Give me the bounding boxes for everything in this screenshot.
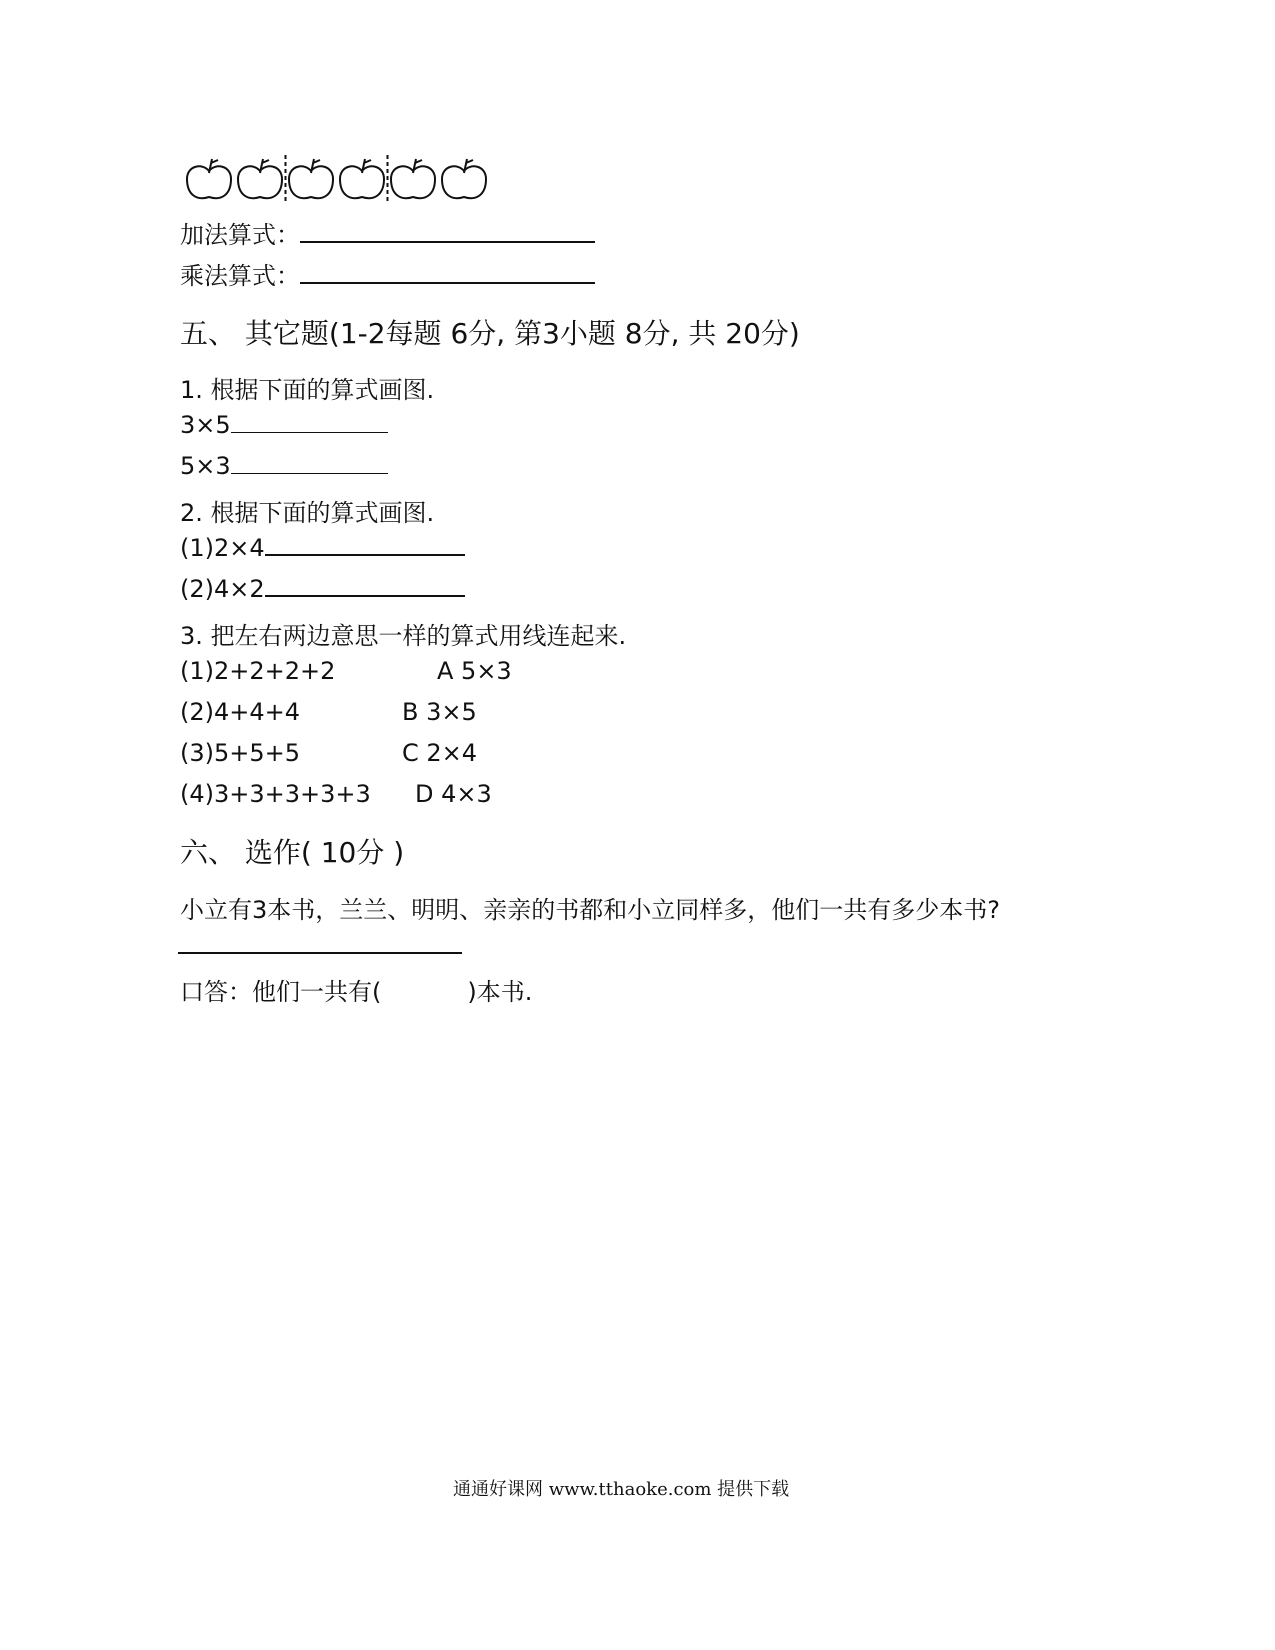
apple-icon <box>340 159 384 198</box>
q1-item-2 <box>180 452 388 480</box>
q1-item-2-formula: 5×3 <box>180 452 231 480</box>
q3-prompt: 3. 把左右两边意思一样的算式用线连起来. <box>180 622 627 650</box>
q1-item-1-blank[interactable] <box>231 432 388 433</box>
apple-icon <box>289 159 333 198</box>
addition-formula-line <box>180 215 595 250</box>
q3-left-2[interactable]: (2)4+4+4 <box>180 698 301 726</box>
q3-left-4[interactable]: (4)3+3+3+3+3 <box>180 780 371 808</box>
multiplication-answer-blank[interactable] <box>300 282 595 284</box>
multiplication-label: 乘法算式： <box>180 262 300 290</box>
q2-prompt: 2. 根据下面的算式画图. <box>180 499 435 527</box>
footer-text: 通通好课网 www.tthaoke.com 提供下载 <box>453 1479 790 1500</box>
apple-icon <box>442 159 486 198</box>
apple-illustration <box>185 155 495 205</box>
q1-item-1 <box>180 411 388 439</box>
answer-prefix: 口答：他们一共有( <box>180 978 382 1006</box>
answer-suffix: )本书. <box>467 978 533 1006</box>
multiplication-formula-line <box>180 256 595 291</box>
section5-heading: 五、 其它题(1-2每题 6分, 第3小题 8分, 共 20分) <box>180 317 800 350</box>
apple-icon <box>238 159 282 198</box>
q3-left-1[interactable]: (1)2+2+2+2 <box>180 657 336 685</box>
q3-right-a[interactable]: A 5×3 <box>437 657 512 685</box>
q2-item-2-formula: (2)4×2 <box>180 575 265 603</box>
q1-item-2-blank[interactable] <box>231 473 388 474</box>
q1-prompt: 1. 根据下面的算式画图. <box>180 376 435 404</box>
q1-item-1-formula: 3×5 <box>180 411 231 439</box>
section6-question: 小立有3本书，兰兰、明明、亲亲的书都和小立同样多，他们一共有多少本书? <box>180 896 1001 924</box>
q3-right-d[interactable]: D 4×3 <box>415 780 492 808</box>
q2-item-2 <box>180 575 465 603</box>
q2-item-1-blank[interactable] <box>265 554 465 556</box>
section6-heading: 六、 选作( 10分 ) <box>180 836 405 869</box>
addition-label: 加法算式： <box>180 221 300 249</box>
q3-right-c[interactable]: C 2×4 <box>402 739 478 767</box>
q2-item-1 <box>180 534 465 562</box>
q3-left-3[interactable]: (3)5+5+5 <box>180 739 301 767</box>
q2-item-1-formula: (1)2×4 <box>180 534 265 562</box>
section6-answer-line <box>180 972 532 1007</box>
addition-answer-blank[interactable] <box>300 241 595 243</box>
q2-item-2-blank[interactable] <box>265 595 465 597</box>
q3-right-b[interactable]: B 3×5 <box>402 698 477 726</box>
apple-icon <box>391 159 435 198</box>
section6-work-blank[interactable] <box>178 952 462 954</box>
apple-icon <box>187 159 231 198</box>
